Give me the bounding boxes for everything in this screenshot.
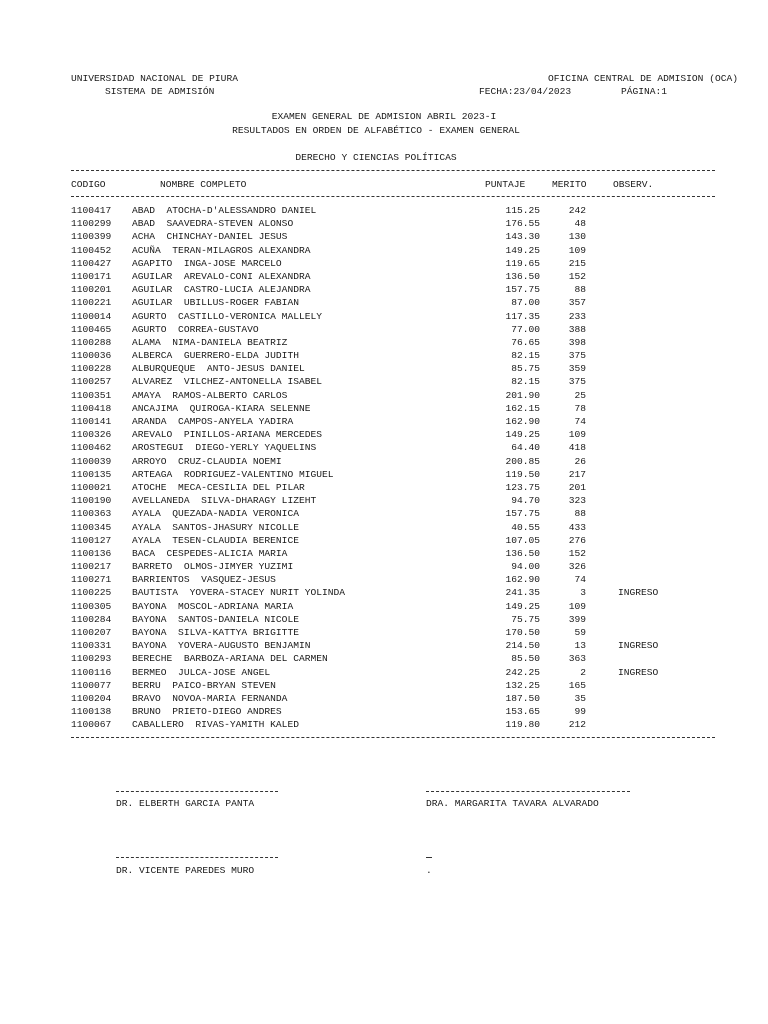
system-name: SISTEMA DE ADMISIÓN — [105, 86, 215, 97]
row-name: AGAPITO INGA-JOSE MARCELO — [132, 257, 282, 269]
row-score: 153.65 — [505, 706, 540, 718]
row-code: 1100351 — [71, 389, 112, 401]
row-spacer — [586, 417, 618, 430]
row-code: 1100363 — [71, 508, 112, 520]
row-score: 136.50 — [505, 270, 540, 282]
row-score: 201.90 — [505, 389, 540, 401]
row-observation — [618, 232, 698, 245]
row-score: 85.50 — [511, 653, 540, 665]
row-observation — [618, 219, 698, 232]
column-name: NOMBRE COMPLETO — [160, 179, 247, 190]
row-code: 1100326 — [71, 429, 112, 441]
row-spacer — [586, 615, 618, 628]
row-observation — [618, 364, 698, 377]
table-row — [71, 654, 698, 667]
row-merit: 59 — [574, 627, 586, 638]
row-spacer — [586, 325, 618, 338]
top-rule — [71, 170, 715, 171]
row-observation — [618, 259, 698, 272]
row-observation — [618, 391, 698, 404]
table-row — [71, 312, 698, 325]
row-code: 1100465 — [71, 323, 112, 335]
row-name: AMAYA RAMOS-ALBERTO CARLOS — [132, 389, 288, 401]
bottom-rule — [71, 737, 715, 738]
signature-line-2 — [426, 791, 630, 792]
table-row — [71, 602, 698, 615]
row-code: 1100190 — [71, 495, 112, 507]
table-row — [71, 457, 698, 470]
row-merit: 276 — [568, 534, 586, 546]
row-code: 1100418 — [71, 402, 112, 414]
row-name: BRAVO NOVOA-MARIA FERNANDA — [132, 692, 288, 704]
row-score: 162.90 — [505, 574, 540, 586]
header-rule — [71, 196, 715, 197]
row-name: AVELLANEDA SILVA-DHARAGY LIZEHT — [132, 495, 317, 507]
row-name: ACHA CHINCHAY-DANIEL JESUS — [132, 231, 288, 243]
row-observation — [618, 615, 698, 628]
signature-line-4 — [426, 857, 432, 858]
row-score: 119.50 — [505, 468, 540, 480]
row-observation — [618, 602, 698, 615]
table-row — [71, 681, 698, 694]
row-score: 149.25 — [505, 600, 540, 612]
row-code: 1100452 — [71, 244, 112, 256]
row-score: 82.15 — [511, 376, 540, 388]
row-merit: 242 — [568, 205, 586, 216]
row-name: BERMEO JULCA-JOSE ANGEL — [132, 666, 271, 678]
row-code: 1100039 — [71, 455, 112, 467]
row-merit: 201 — [568, 481, 586, 493]
row-merit: 74 — [574, 574, 586, 586]
row-name: ATOCHE MECA-CESILIA DEL PILAR — [132, 481, 305, 493]
row-spacer — [586, 285, 618, 298]
row-merit: 398 — [568, 336, 586, 348]
row-observation — [618, 549, 698, 562]
row-spacer — [586, 272, 618, 285]
row-name: CABALLERO RIVAS-YAMITH KALED — [132, 719, 299, 731]
row-name: AGURTO CASTILLO-VERONICA MALLELY — [132, 310, 322, 322]
row-code: 1100141 — [71, 416, 112, 427]
row-name: AGURTO CORREA-GUSTAVO — [132, 323, 259, 335]
row-name: ACUÑA TERAN-MILAGROS ALEXANDRA — [132, 244, 311, 256]
row-spacer — [586, 483, 618, 496]
row-score: 136.50 — [505, 547, 540, 559]
row-merit: 357 — [568, 297, 586, 309]
row-code: 1100067 — [71, 719, 112, 731]
row-spacer — [586, 523, 618, 536]
row-spacer — [586, 628, 618, 641]
row-spacer — [586, 602, 618, 615]
row-score: 157.75 — [505, 284, 540, 296]
row-observation — [618, 312, 698, 325]
row-score: 40.55 — [511, 521, 540, 533]
row-merit: 212 — [568, 719, 586, 731]
row-merit: 74 — [574, 416, 586, 427]
column-code: CODIGO — [71, 179, 106, 190]
row-merit: 363 — [568, 653, 586, 665]
column-observation: OBSERV. — [613, 179, 654, 190]
row-spacer — [586, 536, 618, 549]
row-code: 1100138 — [71, 706, 112, 718]
row-spacer — [586, 219, 618, 232]
results-title: RESULTADOS EN ORDEN DE ALFABÉTICO - EXAMEN GENERAL — [232, 125, 520, 136]
row-code: 1100331 — [71, 640, 112, 652]
row-observation — [618, 654, 698, 667]
row-merit: 326 — [568, 561, 586, 573]
row-merit: 13 — [574, 640, 586, 652]
row-spacer — [586, 641, 618, 654]
row-merit: 78 — [574, 402, 586, 414]
row-spacer — [586, 720, 618, 733]
column-score: PUNTAJE — [485, 179, 526, 190]
row-spacer — [586, 364, 618, 377]
table-row — [71, 470, 698, 483]
row-observation — [618, 694, 698, 707]
row-name: BRUNO PRIETO-DIEGO ANDRES — [132, 706, 282, 718]
row-code: 1100228 — [71, 363, 112, 375]
row-score: 149.25 — [505, 429, 540, 441]
row-observation: INGRESO — [618, 640, 659, 652]
table-row — [71, 391, 698, 404]
signature-name-2: DRA. MARGARITA TAVARA ALVARADO — [426, 798, 599, 809]
row-spacer — [586, 206, 618, 219]
row-spacer — [586, 443, 618, 456]
row-name: ABAD ATOCHA-D'ALESSANDRO DANIEL — [132, 205, 317, 216]
row-merit: 152 — [568, 547, 586, 559]
row-observation — [618, 523, 698, 536]
row-observation — [618, 536, 698, 549]
row-score: 242.25 — [505, 666, 540, 678]
report-date: FECHA:23/04/2023 — [479, 86, 572, 97]
office-name: OFICINA CENTRAL DE ADMISION (OCA) — [548, 73, 738, 84]
row-score: 143.30 — [505, 231, 540, 243]
row-score: 176.55 — [505, 218, 540, 230]
row-code: 1100221 — [71, 297, 112, 309]
table-row — [71, 588, 698, 601]
row-score: 76.65 — [511, 336, 540, 348]
row-score: 94.00 — [511, 561, 540, 573]
row-observation — [618, 496, 698, 509]
signature-name-1: DR. ELBERTH GARCIA PANTA — [116, 798, 255, 809]
row-merit: 215 — [568, 257, 586, 269]
row-observation — [618, 246, 698, 259]
row-merit: 375 — [568, 350, 586, 362]
row-score: 75.75 — [511, 613, 540, 625]
row-spacer — [586, 377, 618, 390]
row-observation — [618, 562, 698, 575]
row-code: 1100204 — [71, 692, 112, 704]
row-code: 1100427 — [71, 257, 112, 269]
row-score: 119.65 — [505, 257, 540, 269]
row-merit: 109 — [568, 429, 586, 441]
row-name: BAUTISTA YOVERA-STACEY NURIT YOLINDA — [132, 587, 346, 599]
row-code: 1100036 — [71, 350, 112, 362]
exam-title: EXAMEN GENERAL DE ADMISION ABRIL 2023-I — [271, 111, 497, 122]
page-number: PÁGINA:1 — [621, 86, 668, 97]
row-observation — [618, 272, 698, 285]
row-observation: INGRESO — [618, 666, 659, 678]
row-name: ALBERCA GUERRERO-ELDA JUDITH — [132, 350, 299, 362]
row-code: 1100135 — [71, 468, 112, 480]
table-row — [71, 509, 698, 522]
table-row — [71, 536, 698, 549]
row-score: 77.00 — [511, 323, 540, 335]
row-code: 1100257 — [71, 376, 112, 388]
table-row — [71, 523, 698, 536]
row-spacer — [586, 549, 618, 562]
row-code: 1100417 — [71, 205, 112, 216]
row-merit: 375 — [568, 376, 586, 388]
row-merit: 35 — [574, 692, 586, 704]
row-name: ALBURQUEQUE ANTO-JESUS DANIEL — [132, 363, 305, 375]
row-code: 1100399 — [71, 231, 112, 243]
row-name: BARRETO OLMOS-JIMYER YUZIMI — [132, 561, 294, 573]
row-spacer — [586, 259, 618, 272]
row-name: AGUILAR UBILLUS-ROGER FABIAN — [132, 297, 299, 309]
row-spacer — [586, 470, 618, 483]
row-observation — [618, 707, 698, 720]
row-spacer — [586, 575, 618, 588]
row-score: 162.90 — [505, 416, 540, 427]
row-merit: 433 — [568, 521, 586, 533]
row-code: 1100293 — [71, 653, 112, 665]
row-name: AGUILAR AREVALO-CONI ALEXANDRA — [132, 270, 311, 282]
row-name: AYALA QUEZADA-NADIA VERONICA — [132, 508, 299, 520]
row-merit: 88 — [574, 508, 586, 520]
row-code: 1100171 — [71, 270, 112, 282]
table-row — [71, 246, 698, 259]
row-score: 107.05 — [505, 534, 540, 546]
row-observation — [618, 351, 698, 364]
row-merit: 25 — [574, 389, 586, 401]
row-score: 94.70 — [511, 495, 540, 507]
row-observation — [618, 325, 698, 338]
row-name: BAYONA MOSCOL-ADRIANA MARIA — [132, 600, 294, 612]
row-spacer — [586, 232, 618, 245]
row-name: ALAMA NIMA-DANIELA BEATRIZ — [132, 336, 288, 348]
row-observation — [618, 443, 698, 456]
row-observation — [618, 681, 698, 694]
row-observation — [618, 509, 698, 522]
table-row — [71, 298, 698, 311]
row-spacer — [586, 588, 618, 601]
row-merit: 130 — [568, 231, 586, 243]
row-name: BAYONA SANTOS-DANIELA NICOLE — [132, 613, 299, 625]
row-score: 64.40 — [511, 442, 540, 454]
row-observation — [618, 417, 698, 430]
row-score: 132.25 — [505, 679, 540, 691]
row-code: 1100345 — [71, 521, 112, 533]
row-spacer — [586, 338, 618, 351]
row-spacer — [586, 509, 618, 522]
row-code: 1100127 — [71, 534, 112, 546]
row-name: ANCAJIMA QUIROGA-KIARA SELENNE — [132, 402, 311, 414]
row-code: 1100077 — [71, 679, 112, 691]
row-merit: 26 — [574, 455, 586, 467]
row-code: 1100201 — [71, 284, 112, 296]
row-code: 1100207 — [71, 627, 112, 638]
signature-line-1 — [116, 791, 278, 792]
row-code: 1100305 — [71, 600, 112, 612]
row-observation — [618, 430, 698, 443]
row-name: ARANDA CAMPOS-ANYELA YADIRA — [132, 416, 294, 427]
program-title: DERECHO Y CIENCIAS POLÍTICAS — [295, 152, 457, 163]
row-spacer — [586, 391, 618, 404]
row-name: BARRIENTOS VASQUEZ-JESUS — [132, 574, 276, 586]
signature-name-3: DR. VICENTE PAREDES MURO — [116, 865, 255, 876]
university-name: UNIVERSIDAD NACIONAL DE PIURA — [71, 73, 238, 84]
row-score: 187.50 — [505, 692, 540, 704]
row-observation — [618, 377, 698, 390]
table-row — [71, 668, 698, 681]
row-spacer — [586, 298, 618, 311]
row-spacer — [586, 654, 618, 667]
row-score: 170.50 — [505, 627, 540, 638]
row-score: 82.15 — [511, 350, 540, 362]
row-spacer — [586, 312, 618, 325]
row-name: AREVALO PINILLOS-ARIANA MERCEDES — [132, 429, 322, 441]
row-spacer — [586, 668, 618, 681]
table-row — [71, 259, 698, 272]
row-code: 1100299 — [71, 218, 112, 230]
results-table — [71, 206, 698, 734]
row-observation — [618, 206, 698, 219]
row-name: BERRU PAICO-BRYAN STEVEN — [132, 679, 276, 691]
row-observation — [618, 457, 698, 470]
row-spacer — [586, 457, 618, 470]
row-spacer — [586, 562, 618, 575]
row-score: 149.25 — [505, 244, 540, 256]
row-name: BAYONA SILVA-KATTYA BRIGITTE — [132, 627, 299, 638]
row-observation — [618, 470, 698, 483]
row-name: AGUILAR CASTRO-LUCIA ALEJANDRA — [132, 284, 311, 296]
row-code: 1100014 — [71, 310, 112, 322]
row-name: BAYONA YOVERA-AUGUSTO BENJAMIN — [132, 640, 311, 652]
row-name: ABAD SAAVEDRA-STEVEN ALONSO — [132, 218, 294, 230]
row-spacer — [586, 694, 618, 707]
row-merit: 399 — [568, 613, 586, 625]
row-merit: 99 — [574, 706, 586, 718]
row-observation — [618, 298, 698, 311]
row-spacer — [586, 404, 618, 417]
row-name: BACA CESPEDES-ALICIA MARIA — [132, 547, 288, 559]
row-score: 200.85 — [505, 455, 540, 467]
row-merit: 323 — [568, 495, 586, 507]
row-merit: 109 — [568, 600, 586, 612]
row-merit: 2 — [580, 666, 586, 678]
row-spacer — [586, 351, 618, 364]
row-score: 87.00 — [511, 297, 540, 309]
row-name: ARTEAGA RODRIGUEZ-VALENTINO MIGUEL — [132, 468, 334, 480]
row-score: 85.75 — [511, 363, 540, 375]
table-row — [71, 232, 698, 245]
row-code: 1100217 — [71, 561, 112, 573]
signature-line-3 — [116, 857, 278, 858]
row-spacer — [586, 246, 618, 259]
row-score: 214.50 — [505, 640, 540, 652]
row-spacer — [586, 430, 618, 443]
row-code: 1100021 — [71, 481, 112, 493]
row-spacer — [586, 681, 618, 694]
signature-name-4: . — [426, 865, 432, 876]
row-merit: 165 — [568, 679, 586, 691]
table-row — [71, 377, 698, 390]
row-name: AROSTEGUI DIEGO-YERLY YAQUELINS — [132, 442, 317, 454]
row-code: 1100136 — [71, 547, 112, 559]
row-observation — [618, 483, 698, 496]
row-name: ALVAREZ VILCHEZ-ANTONELLA ISABEL — [132, 376, 322, 388]
row-merit: 388 — [568, 323, 586, 335]
row-merit: 109 — [568, 244, 586, 256]
row-code: 1100288 — [71, 336, 112, 348]
table-row — [71, 443, 698, 456]
row-score: 241.35 — [505, 587, 540, 599]
column-merit: MERITO — [552, 179, 587, 190]
row-spacer — [586, 496, 618, 509]
row-score: 119.80 — [505, 719, 540, 731]
row-score: 157.75 — [505, 508, 540, 520]
table-row — [71, 325, 698, 338]
row-name: AYALA TESEN-CLAUDIA BERENICE — [132, 534, 299, 546]
row-code: 1100116 — [71, 666, 112, 678]
row-code: 1100271 — [71, 574, 112, 586]
row-code: 1100284 — [71, 613, 112, 625]
row-merit: 418 — [568, 442, 586, 454]
row-merit: 152 — [568, 270, 586, 282]
row-merit: 88 — [574, 284, 586, 296]
row-score: 115.25 — [505, 205, 540, 216]
results-table-body — [71, 206, 698, 734]
row-score: 117.35 — [505, 310, 540, 322]
row-name: ARROYO CRUZ-CLAUDIA NOEMI — [132, 455, 282, 467]
row-spacer — [586, 707, 618, 720]
row-observation — [618, 404, 698, 417]
row-name: AYALA SANTOS-JHASURY NICOLLE — [132, 521, 299, 533]
row-score: 123.75 — [505, 481, 540, 493]
row-merit: 3 — [580, 587, 586, 599]
row-code: 1100462 — [71, 442, 112, 454]
row-merit: 48 — [574, 218, 586, 230]
row-observation — [618, 338, 698, 351]
row-observation — [618, 285, 698, 298]
row-code: 1100225 — [71, 587, 112, 599]
row-observation: INGRESO — [618, 587, 659, 599]
row-observation — [618, 720, 698, 733]
row-merit: 233 — [568, 310, 586, 322]
row-merit: 359 — [568, 363, 586, 375]
row-score: 162.15 — [505, 402, 540, 414]
table-row — [71, 720, 698, 733]
row-name: BERECHE BARBOZA-ARIANA DEL CARMEN — [132, 653, 328, 665]
row-merit: 217 — [568, 468, 586, 480]
